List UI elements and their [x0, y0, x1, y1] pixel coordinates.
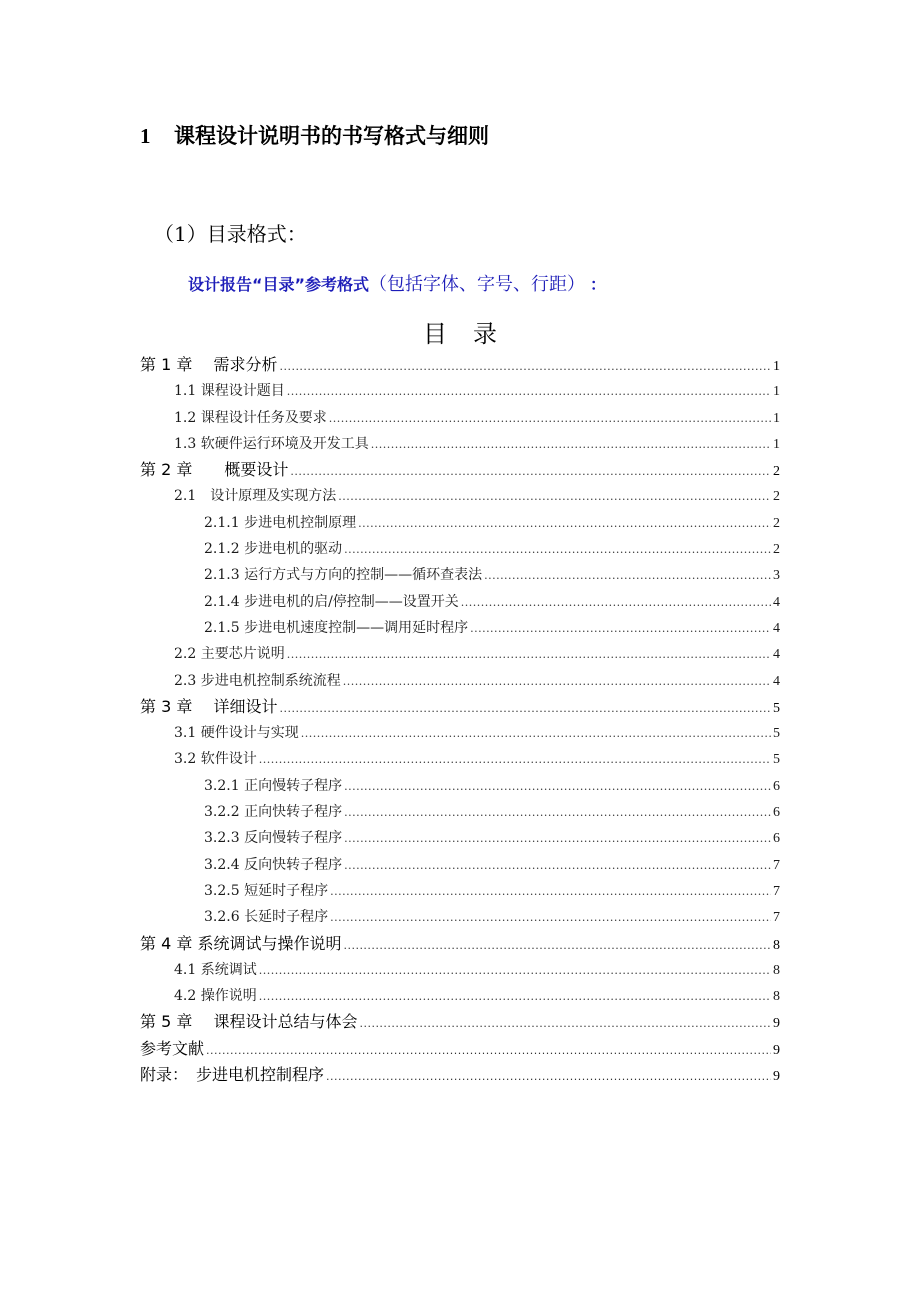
toc-dot-leader — [259, 958, 771, 984]
toc-entry-label: 2.3 步进电机控制系统流程 — [174, 672, 341, 689]
toc-entry-page: 9 — [773, 1069, 780, 1085]
toc-entry-label: 3.2 软件设计 — [174, 751, 257, 768]
toc-entry-label: 第 5 章 课程设计总结与体会 — [140, 1012, 358, 1032]
toc-entry[interactable] — [140, 852, 780, 878]
toc-entry-label: 2.1.4 步进电机的启/停控制——设置开关 — [204, 593, 459, 610]
section-heading — [140, 120, 489, 150]
toc-entry-label: 4.2 操作说明 — [174, 988, 257, 1005]
toc-entry-page: 1 — [773, 384, 780, 400]
toc-entry[interactable] — [140, 405, 780, 431]
toc-entry-page: 5 — [773, 726, 780, 742]
toc-entry-label: 第 3 章 详细设计 — [140, 696, 278, 716]
toc-title: 目录 — [423, 320, 523, 348]
toc-entry[interactable] — [140, 615, 780, 641]
toc-entry[interactable] — [140, 668, 780, 694]
toc-entry[interactable] — [140, 562, 780, 588]
toc-entry-page: 7 — [773, 910, 780, 926]
toc-dot-leader — [330, 879, 771, 905]
toc-entry[interactable] — [140, 483, 780, 509]
toc-entry-page: 9 — [773, 1016, 780, 1032]
toc-entry[interactable] — [140, 641, 780, 667]
toc-entry-page: 5 — [773, 700, 780, 716]
toc-dot-leader — [344, 853, 771, 879]
toc-entry-label: 1.3 软硬件运行环境及开发工具 — [174, 435, 369, 452]
toc-entry-page: 8 — [773, 962, 780, 978]
toc-entry-label: 3.2.2 正向快转子程序 — [204, 804, 343, 821]
toc-entry-page: 1 — [773, 359, 780, 374]
toc-entry-label: 2.1.3 运行方式与方向的控制——循环查表法 — [204, 567, 483, 584]
toc-dot-leader — [461, 590, 771, 616]
toc-entry-label: 3.2.3 反向慢转子程序 — [204, 830, 343, 847]
toc-dot-leader — [344, 826, 771, 852]
toc-dot-leader — [343, 933, 771, 959]
toc-entry-page: 9 — [773, 1042, 780, 1058]
toc-entry-label: 2.1.2 步进电机的驱动 — [204, 541, 343, 558]
toc-entry[interactable] — [140, 799, 780, 825]
toc-entry-page: 6 — [773, 778, 780, 794]
toc-dot-leader — [290, 459, 771, 485]
toc-entry-page: 1 — [773, 410, 780, 426]
toc-entry-page: 2 — [773, 489, 780, 505]
toc-entry[interactable] — [140, 352, 780, 378]
toc-entry-page: 4 — [773, 673, 780, 689]
toc-dot-leader — [338, 484, 771, 510]
toc-entry-label: 1.1 课程设计题目 — [174, 383, 285, 400]
toc-dot-leader — [344, 774, 771, 800]
toc-entry-page: 2 — [773, 464, 780, 480]
toc-dot-leader — [259, 747, 771, 773]
toc-entry[interactable] — [140, 1062, 780, 1088]
toc-entry[interactable] — [140, 457, 780, 483]
format-note-detail: （包括字体、字号、行距） — [369, 274, 577, 295]
toc-entry-label: 2.2 主要芯片说明 — [174, 646, 285, 663]
toc-entry-label: 2.1.1 步进电机控制原理 — [204, 514, 357, 531]
toc-entry-label: 2.1 设计原理及实现方法 — [174, 488, 337, 505]
toc-entry[interactable] — [140, 378, 780, 404]
toc-entry-label: 3.1 硬件设计与实现 — [174, 725, 299, 742]
toc-dot-leader — [359, 1011, 771, 1037]
toc-entry-page: 8 — [773, 937, 780, 953]
section-title: 课程设计说明书的书写格式与细则 — [174, 124, 489, 148]
toc-entry-label: 参考文献 — [140, 1038, 205, 1058]
toc-dot-leader — [344, 537, 771, 563]
toc-entry-page: 8 — [773, 989, 780, 1005]
toc-dot-leader — [371, 432, 771, 458]
toc-entry-label: 2.1.5 步进电机速度控制——调用延时程序 — [204, 619, 469, 636]
toc-entry-page: 4 — [773, 594, 780, 610]
toc-entry-label: 第 4 章 系统调试与操作说明 — [140, 933, 342, 953]
toc-entry-page: 6 — [773, 831, 780, 847]
toc-entry-page: 4 — [773, 620, 780, 636]
toc-entry[interactable] — [140, 720, 780, 746]
toc-dot-leader — [329, 406, 771, 432]
toc-entry-label: 3.2.1 正向慢转子程序 — [204, 777, 343, 794]
toc-dot-leader — [484, 563, 771, 589]
toc-dot-leader — [287, 642, 771, 668]
toc-dot-leader — [470, 616, 771, 642]
toc-entry-label: 3.2.6 长延时子程序 — [204, 909, 329, 926]
toc-dot-leader — [279, 354, 771, 380]
toc-dot-leader — [287, 379, 771, 405]
toc-entry-label: 3.2.5 短延时子程序 — [204, 882, 329, 899]
toc-entry-label: 3.2.4 反向快转子程序 — [204, 856, 343, 873]
toc-dot-leader — [279, 696, 771, 722]
toc-entry[interactable] — [140, 746, 780, 772]
toc-entry[interactable] — [140, 931, 780, 957]
toc-entry-label: 第 1 章 需求分析 — [140, 355, 278, 374]
toc-entry-page: 2 — [773, 542, 780, 558]
toc-entry[interactable] — [140, 589, 780, 615]
toc-entry-page: 3 — [773, 568, 780, 584]
toc-entry-label: 第 2 章 概要设计 — [140, 460, 289, 480]
toc-entry[interactable] — [140, 536, 780, 562]
toc-entry-page: 1 — [773, 436, 780, 452]
toc-dot-leader — [326, 1064, 771, 1090]
toc-entry-label: 4.1 系统调试 — [174, 961, 257, 978]
toc-dot-leader — [358, 511, 771, 537]
toc-entry-label: 附录： 步进电机控制程序 — [140, 1065, 325, 1085]
toc-entry[interactable] — [140, 904, 780, 930]
toc-entry[interactable] — [140, 1036, 780, 1062]
toc-entry[interactable] — [140, 878, 780, 904]
toc-entry-page: 6 — [773, 805, 780, 821]
toc-entry[interactable] — [140, 983, 780, 1009]
format-note-colon: ： — [590, 275, 607, 294]
toc-entry-page: 2 — [773, 515, 780, 531]
toc-entry[interactable] — [140, 1009, 780, 1035]
format-note — [188, 270, 606, 296]
toc-dot-leader — [344, 800, 771, 826]
toc-entry-page: 7 — [773, 883, 780, 899]
toc-entry[interactable] — [140, 773, 780, 799]
toc-dot-leader — [259, 984, 771, 1010]
toc-entry[interactable] — [140, 694, 780, 720]
toc-dot-leader — [206, 1038, 771, 1064]
toc-entry-page: 4 — [773, 647, 780, 663]
toc-dot-leader — [301, 721, 771, 747]
toc-dot-leader — [343, 669, 771, 695]
table-of-contents — [140, 352, 780, 1088]
toc-dot-leader — [330, 905, 771, 931]
toc-entry[interactable] — [140, 957, 780, 983]
toc-entry[interactable] — [140, 825, 780, 851]
format-note-bold: 设计报告“目录”参考格式 — [188, 275, 370, 294]
subsection-heading: （1）目录格式： — [154, 222, 307, 246]
section-number: 1 — [140, 124, 151, 148]
toc-entry[interactable] — [140, 431, 780, 457]
toc-entry-label: 1.2 课程设计任务及要求 — [174, 409, 327, 426]
toc-entry[interactable] — [140, 510, 780, 536]
toc-entry-page: 7 — [773, 857, 780, 873]
toc-entry-page: 5 — [773, 752, 780, 768]
